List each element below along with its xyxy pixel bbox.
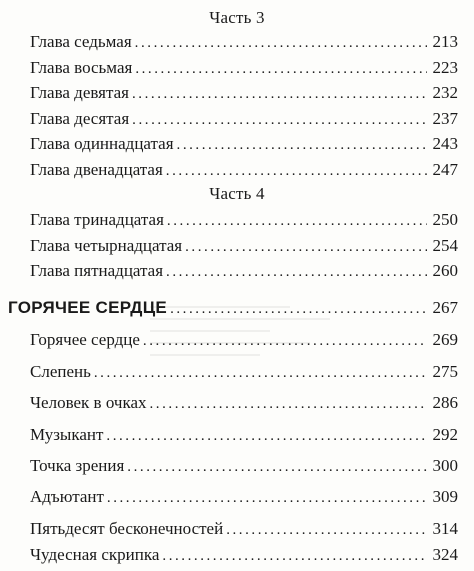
- toc-entry: [30, 544, 458, 567]
- chapter-title: Глава десятая: [30, 109, 130, 128]
- dot-leader: [170, 298, 427, 320]
- dot-leader: [150, 393, 428, 415]
- chapter-title: Глава седьмая: [30, 32, 132, 51]
- story-chapter-title: Музыкант: [30, 425, 104, 444]
- story-title: ГОРЯЧЕЕ СЕРДЦЕ: [8, 298, 168, 317]
- story-chapter-title: Слепень: [30, 362, 91, 381]
- toc-entry: [30, 361, 458, 384]
- dot-leader: [132, 109, 427, 131]
- page-number: 267: [432, 298, 458, 317]
- toc-entry: [30, 31, 458, 54]
- dot-leader: [132, 83, 427, 105]
- dot-leader: [177, 134, 427, 156]
- toc-entry: [30, 392, 458, 415]
- dot-leader: [185, 236, 427, 258]
- story-chapter-title: Пятьдесят бесконечностей: [30, 519, 224, 538]
- part-heading: Часть 4: [209, 184, 265, 203]
- toc-entry: [30, 329, 458, 352]
- page-number: 243: [432, 134, 458, 153]
- dot-leader: [166, 160, 427, 182]
- toc-entry: [30, 108, 458, 131]
- story-heading-entry: [8, 297, 458, 320]
- dot-leader: [94, 362, 427, 384]
- dot-leader: [135, 32, 427, 54]
- toc-entry: [30, 57, 458, 80]
- toc-entry: [30, 518, 458, 541]
- dot-leader: [127, 456, 427, 478]
- dot-leader: [107, 487, 427, 509]
- dot-leader: [162, 545, 427, 567]
- toc-entry: [30, 235, 458, 258]
- page-number: 237: [432, 109, 458, 128]
- page-number: 292: [432, 425, 458, 444]
- story-chapter-title: Адъютант: [30, 487, 104, 506]
- part-heading: Часть 3: [209, 8, 265, 27]
- toc-entry: [30, 133, 458, 156]
- page-number: 314: [432, 519, 458, 538]
- toc-entry: [30, 486, 458, 509]
- page-number: 213: [432, 32, 458, 51]
- page-number: 247: [432, 160, 458, 179]
- story-chapter-title: Чудесная скрипка: [30, 545, 160, 564]
- toc-entry: [30, 82, 458, 105]
- dot-leader: [143, 330, 427, 352]
- toc-entry: [30, 159, 458, 182]
- dot-leader: [135, 58, 427, 80]
- page-number: 286: [432, 393, 458, 412]
- page-number: 309: [432, 487, 458, 506]
- toc-entry: [30, 424, 458, 447]
- page-number: 254: [432, 236, 458, 255]
- chapter-title: Глава девятая: [30, 83, 129, 102]
- chapter-title: Глава тринадцатая: [30, 210, 164, 229]
- chapter-title: Глава восьмая: [30, 58, 133, 77]
- chapter-title: Глава четырнадцатая: [30, 236, 183, 255]
- page-number: 250: [432, 210, 458, 229]
- story-chapter-title: Человек в очках: [30, 393, 147, 412]
- page-number: 232: [432, 83, 458, 102]
- chapter-title: Глава одиннадцатая: [30, 134, 174, 153]
- toc-entry: [30, 209, 458, 232]
- story-chapter-title: Горячее сердце: [30, 330, 140, 349]
- chapter-title: Глава двенадцатая: [30, 160, 163, 179]
- dot-leader: [226, 519, 427, 541]
- page-number: 324: [432, 545, 458, 564]
- page-number: 300: [432, 456, 458, 475]
- dot-leader: [166, 261, 427, 283]
- page-number: 269: [432, 330, 458, 349]
- toc-entry: [30, 260, 458, 283]
- toc-entry: [30, 455, 458, 478]
- chapter-title: Глава пятнадцатая: [30, 261, 164, 280]
- page-number: 223: [432, 58, 458, 77]
- dot-leader: [106, 425, 427, 447]
- page-number: 260: [432, 261, 458, 280]
- story-chapter-title: Точка зрения: [30, 456, 125, 475]
- page-number: 275: [432, 362, 458, 381]
- dot-leader: [167, 210, 427, 232]
